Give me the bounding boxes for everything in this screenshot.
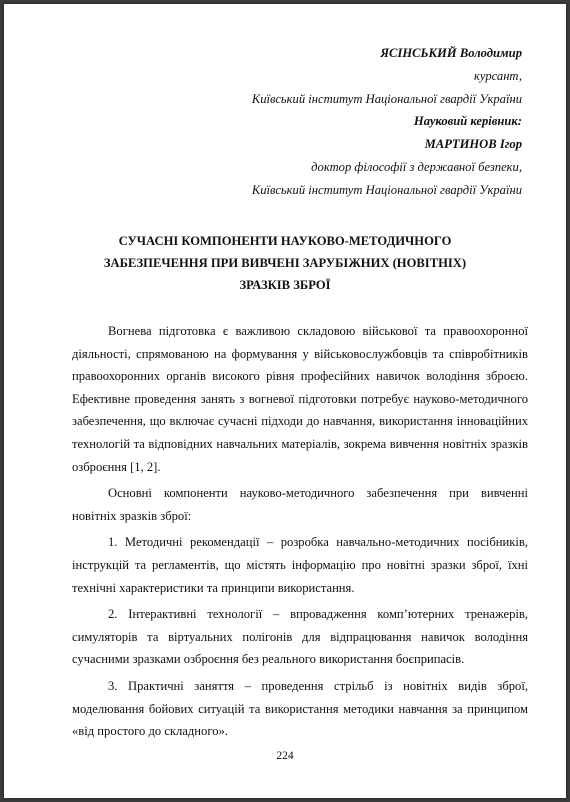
author-role: курсант, xyxy=(474,68,522,83)
title-line-1: СУЧАСНІ КОМПОНЕНТИ НАУКОВО-МЕТОДИЧНОГО xyxy=(118,234,452,248)
paragraph-intro: Вогнева підготовка є важливою складовою військової та правоохоронної діяльності, спрямованою на формування у військовослужбовців та співробітників правоохоронних органів високого рівня професійних навичок володіння зброєю. Ефективне проведення занять з вогневої підготовки потребує науково-методичного забезпечення, що включає сучасні підходи до навчання, використання інноваційних технологій та відповідних навчальних матеріалів, зокрема вивчення новітніх зразків озброєння [1, 2]. xyxy=(72,324,528,474)
author-name-line xyxy=(252,42,522,65)
document-page xyxy=(4,4,566,798)
article-title xyxy=(64,230,506,296)
title-line-3: ЗРАЗКІВ ЗБРОЇ xyxy=(239,278,331,292)
list-item-practical: 3. Практичні заняття – проведення стрільб із новітніх видів зброї, моделювання бойових ситуацій та використання методики навчання за принципом «від простого до складного». xyxy=(72,678,528,739)
supervisor-name: Ігор xyxy=(499,137,522,152)
list-item-interactive: 2. Інтерактивні технології – впровадження комп’ютерних тренажерів, симуляторів та віртуальних полігонів для відпрацювання навичок володіння сучасними зразками озброєння без реального використання боєприпасів. xyxy=(72,607,528,667)
list-item-methodical: 1. Методичні рекомендації – розробка навчально-методичних посібників, інструкцій та регламентів, що містять інформацію про новітні зразки зброї, їхні технічні характеристики та принципи використання. xyxy=(72,535,528,595)
supervisor-name-line xyxy=(252,133,522,156)
author-block xyxy=(252,42,522,202)
supervisor-degree: доктор філософії з державної безпеки, xyxy=(311,159,522,174)
author-institution: Київський інститут Національної гвардії України xyxy=(251,91,522,106)
supervisor-surname: МАРТИНОВ xyxy=(424,137,497,152)
supervisor-label: Науковий керівник: xyxy=(413,114,522,129)
author-name: Володимир xyxy=(459,46,522,60)
author-surname: ЯСІНСЬКИЙ xyxy=(380,46,457,60)
title-line-2: ЗАБЕЗПЕЧЕННЯ ПРИ ВИВЧЕНІ ЗАРУБІЖНИХ (НОВІТНІХ) xyxy=(103,256,467,270)
page-number: 224 xyxy=(276,750,294,762)
article-body xyxy=(72,320,528,743)
paragraph-components: Основні компоненти науково-методичного забезпечення при вивченні новітніх зразків зброї: xyxy=(72,486,528,523)
supervisor-institution: Київський інститут Національної гвардії України xyxy=(251,182,522,197)
